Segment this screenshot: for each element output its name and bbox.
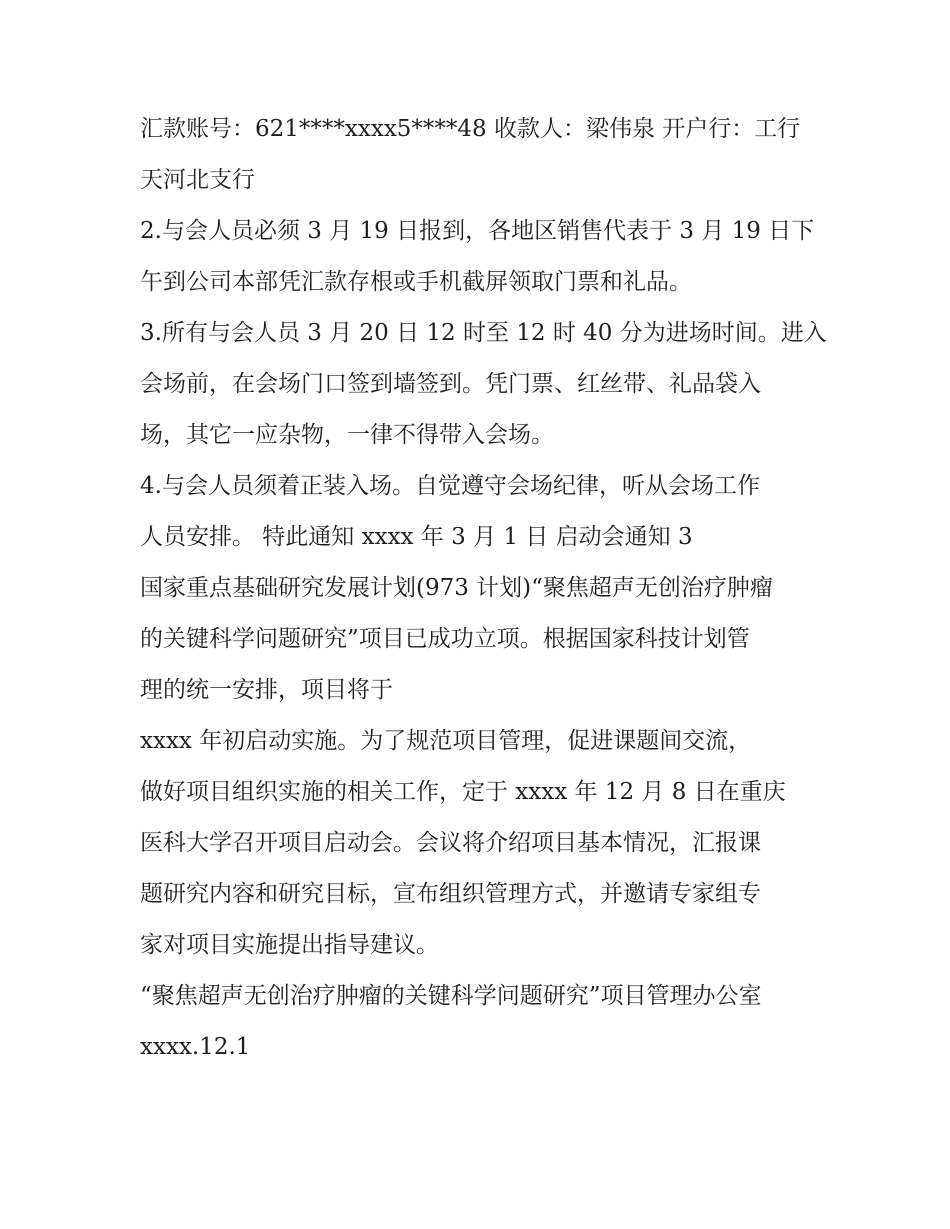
text-line-notice-body: 做好项目组织实施的相关工作，定于 xxxx 年 12 月 8 日在重庆 (140, 779, 786, 805)
text-line-notice-body: 医科大学召开项目启动会。会议将介绍项目基本情况，汇报课 (140, 830, 761, 856)
document-body (140, 104, 827, 1073)
text-line-notice-body: xxxx 年初启动实施。为了规范项目管理，促进课题间交流， (140, 728, 752, 754)
text-line-notice-body: 家对项目实施提出指导建议。 (140, 932, 439, 958)
text-line-notice-body: 的关键科学问题研究”项目已成功立项。根据国家科技计划管 (140, 626, 750, 652)
text-line-item-2: 2.与会人员必须 3 月 19 日报到，各地区销售代表于 3 月 19 日下 (140, 218, 815, 244)
text-line-remittance-account: 汇款账号：621****xxxx5****48 收款人：梁伟泉 开户行：工行 (140, 116, 801, 142)
text-line-notice-body: 题研究内容和研究目标，宣布组织管理方式，并邀请专家组专 (140, 881, 761, 907)
text-line-item-3-cont: 场，其它一应杂物，一律不得带入会场。 (140, 422, 554, 448)
text-line-bank-branch: 天河北支行 (140, 167, 255, 193)
text-line-notice-body: 国家重点基础研究发展计划(973 计划)“聚焦超声无创治疗肿瘤 (140, 575, 773, 601)
text-line-item-4: 4.与会人员须着正装入场。自觉遵守会场纪律，听从会场工作 (140, 473, 760, 499)
text-line-item-3: 3.所有与会人员 3 月 20 日 12 时至 12 时 40 分为进场时间。进入 (140, 320, 827, 346)
text-line-signature-date: xxxx.12.1 (140, 1034, 251, 1060)
text-line-item-2-cont: 午到公司本部凭汇款存根或手机截屏领取门票和礼品。 (140, 269, 692, 295)
text-line-item-3-cont: 会场前，在会场门口签到墙签到。凭门票、红丝带、礼品袋入 (140, 371, 761, 397)
text-line-notice-body: 理的统一安排，项目将于 (140, 677, 393, 703)
text-line-item-4-cont: 人员安排。 特此通知 xxxx 年 3 月 1 日 启动会通知 3 (140, 524, 693, 550)
text-line-signature-office: “聚焦超声无创治疗肿瘤的关键科学问题研究”项目管理办公室 (140, 983, 762, 1009)
